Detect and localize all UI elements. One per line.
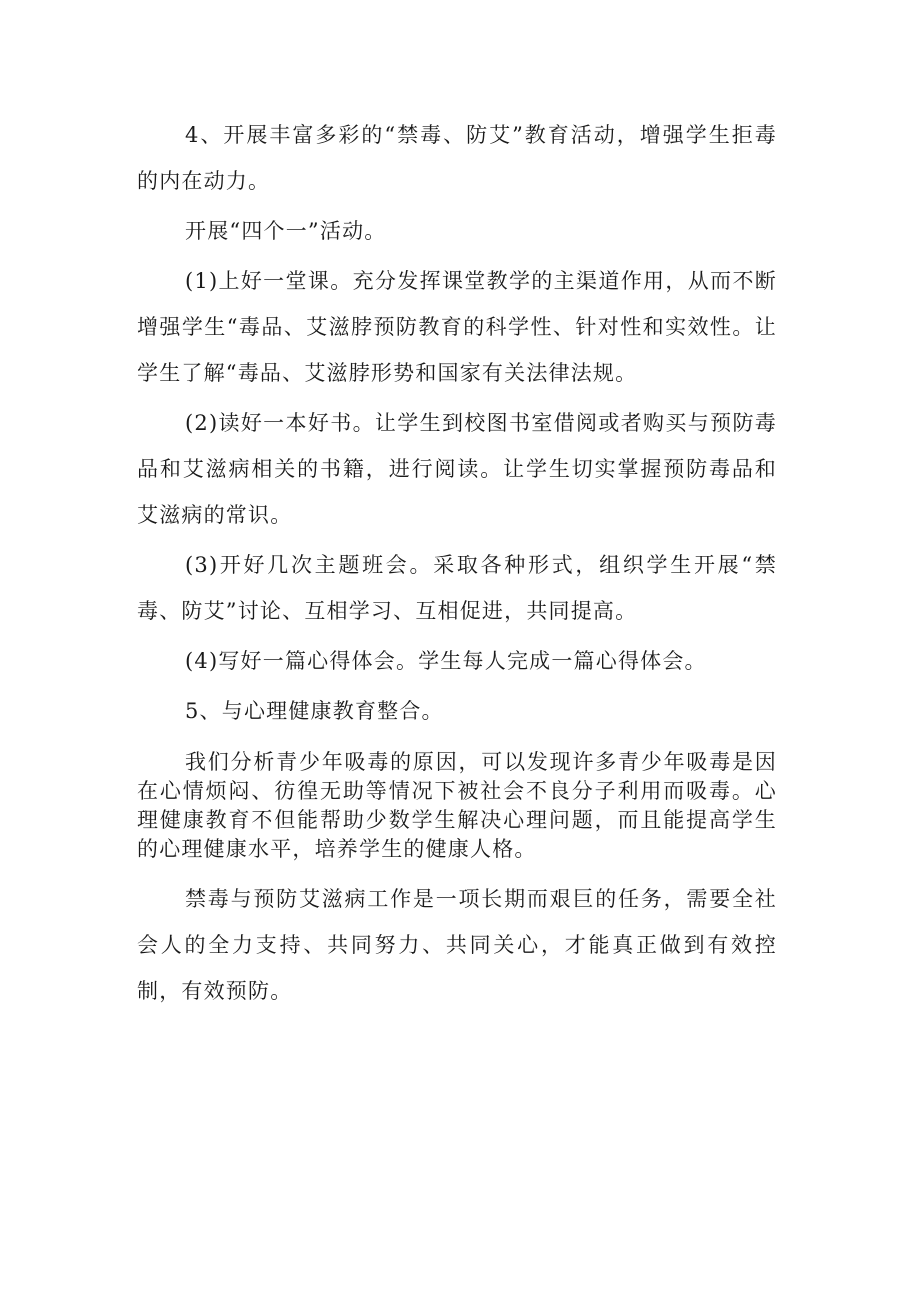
paragraph-class-meeting: (3)开好几次主题班会。采取各种形式，组织学生开展“禁毒、防艾”讨论、互相学习、互相促进，共同提高。 — [137, 553, 777, 623]
paragraph-four-ones: 开展“四个一”活动。 — [185, 219, 387, 243]
paragraph-analysis: 我们分析青少年吸毒的原因，可以发现许多青少年吸毒是因在心情烦闷、彷徨无助等情况下被社会不良分子利用而吸毒。心理健康教育不但能帮助少数学生解决心理问题，而且能提高学生的心理健康水平，培养学生的健康人格。 — [137, 750, 777, 861]
paragraph-reflection: (4)写好一篇心得体会。学生每人完成一篇心得体会。 — [185, 649, 707, 673]
document-body — [137, 112, 777, 1014]
paragraph-mental-health-heading: 5、与心理健康教育整合。 — [185, 699, 444, 723]
paragraph-lesson: (1)上好一堂课。充分发挥课堂教学的主渠道作用，从而不断增强学生“毒品、艾滋脖预防教育的科学性、针对性和实效性。让学生了解“毒品、艾滋脖形势和国家有关法律法规。 — [137, 269, 777, 385]
paragraph-book: (2)读好一本好书。让学生到校图书室借阅或者购买与预防毒品和艾滋病相关的书籍，进行阅读。让学生切实掌握预防毒品和艾滋病的常识。 — [137, 411, 777, 527]
paragraph-activities-heading: 4、开展丰富多彩的“禁毒、防艾”教育活动，增强学生拒毒的内在动力。 — [137, 123, 777, 193]
paragraph-conclusion: 禁毒与预防艾滋病工作是一项长期而艰巨的任务，需要全社会人的全力支持、共同努力、共同关心，才能真正做到有效控制，有效预防。 — [137, 887, 777, 1003]
